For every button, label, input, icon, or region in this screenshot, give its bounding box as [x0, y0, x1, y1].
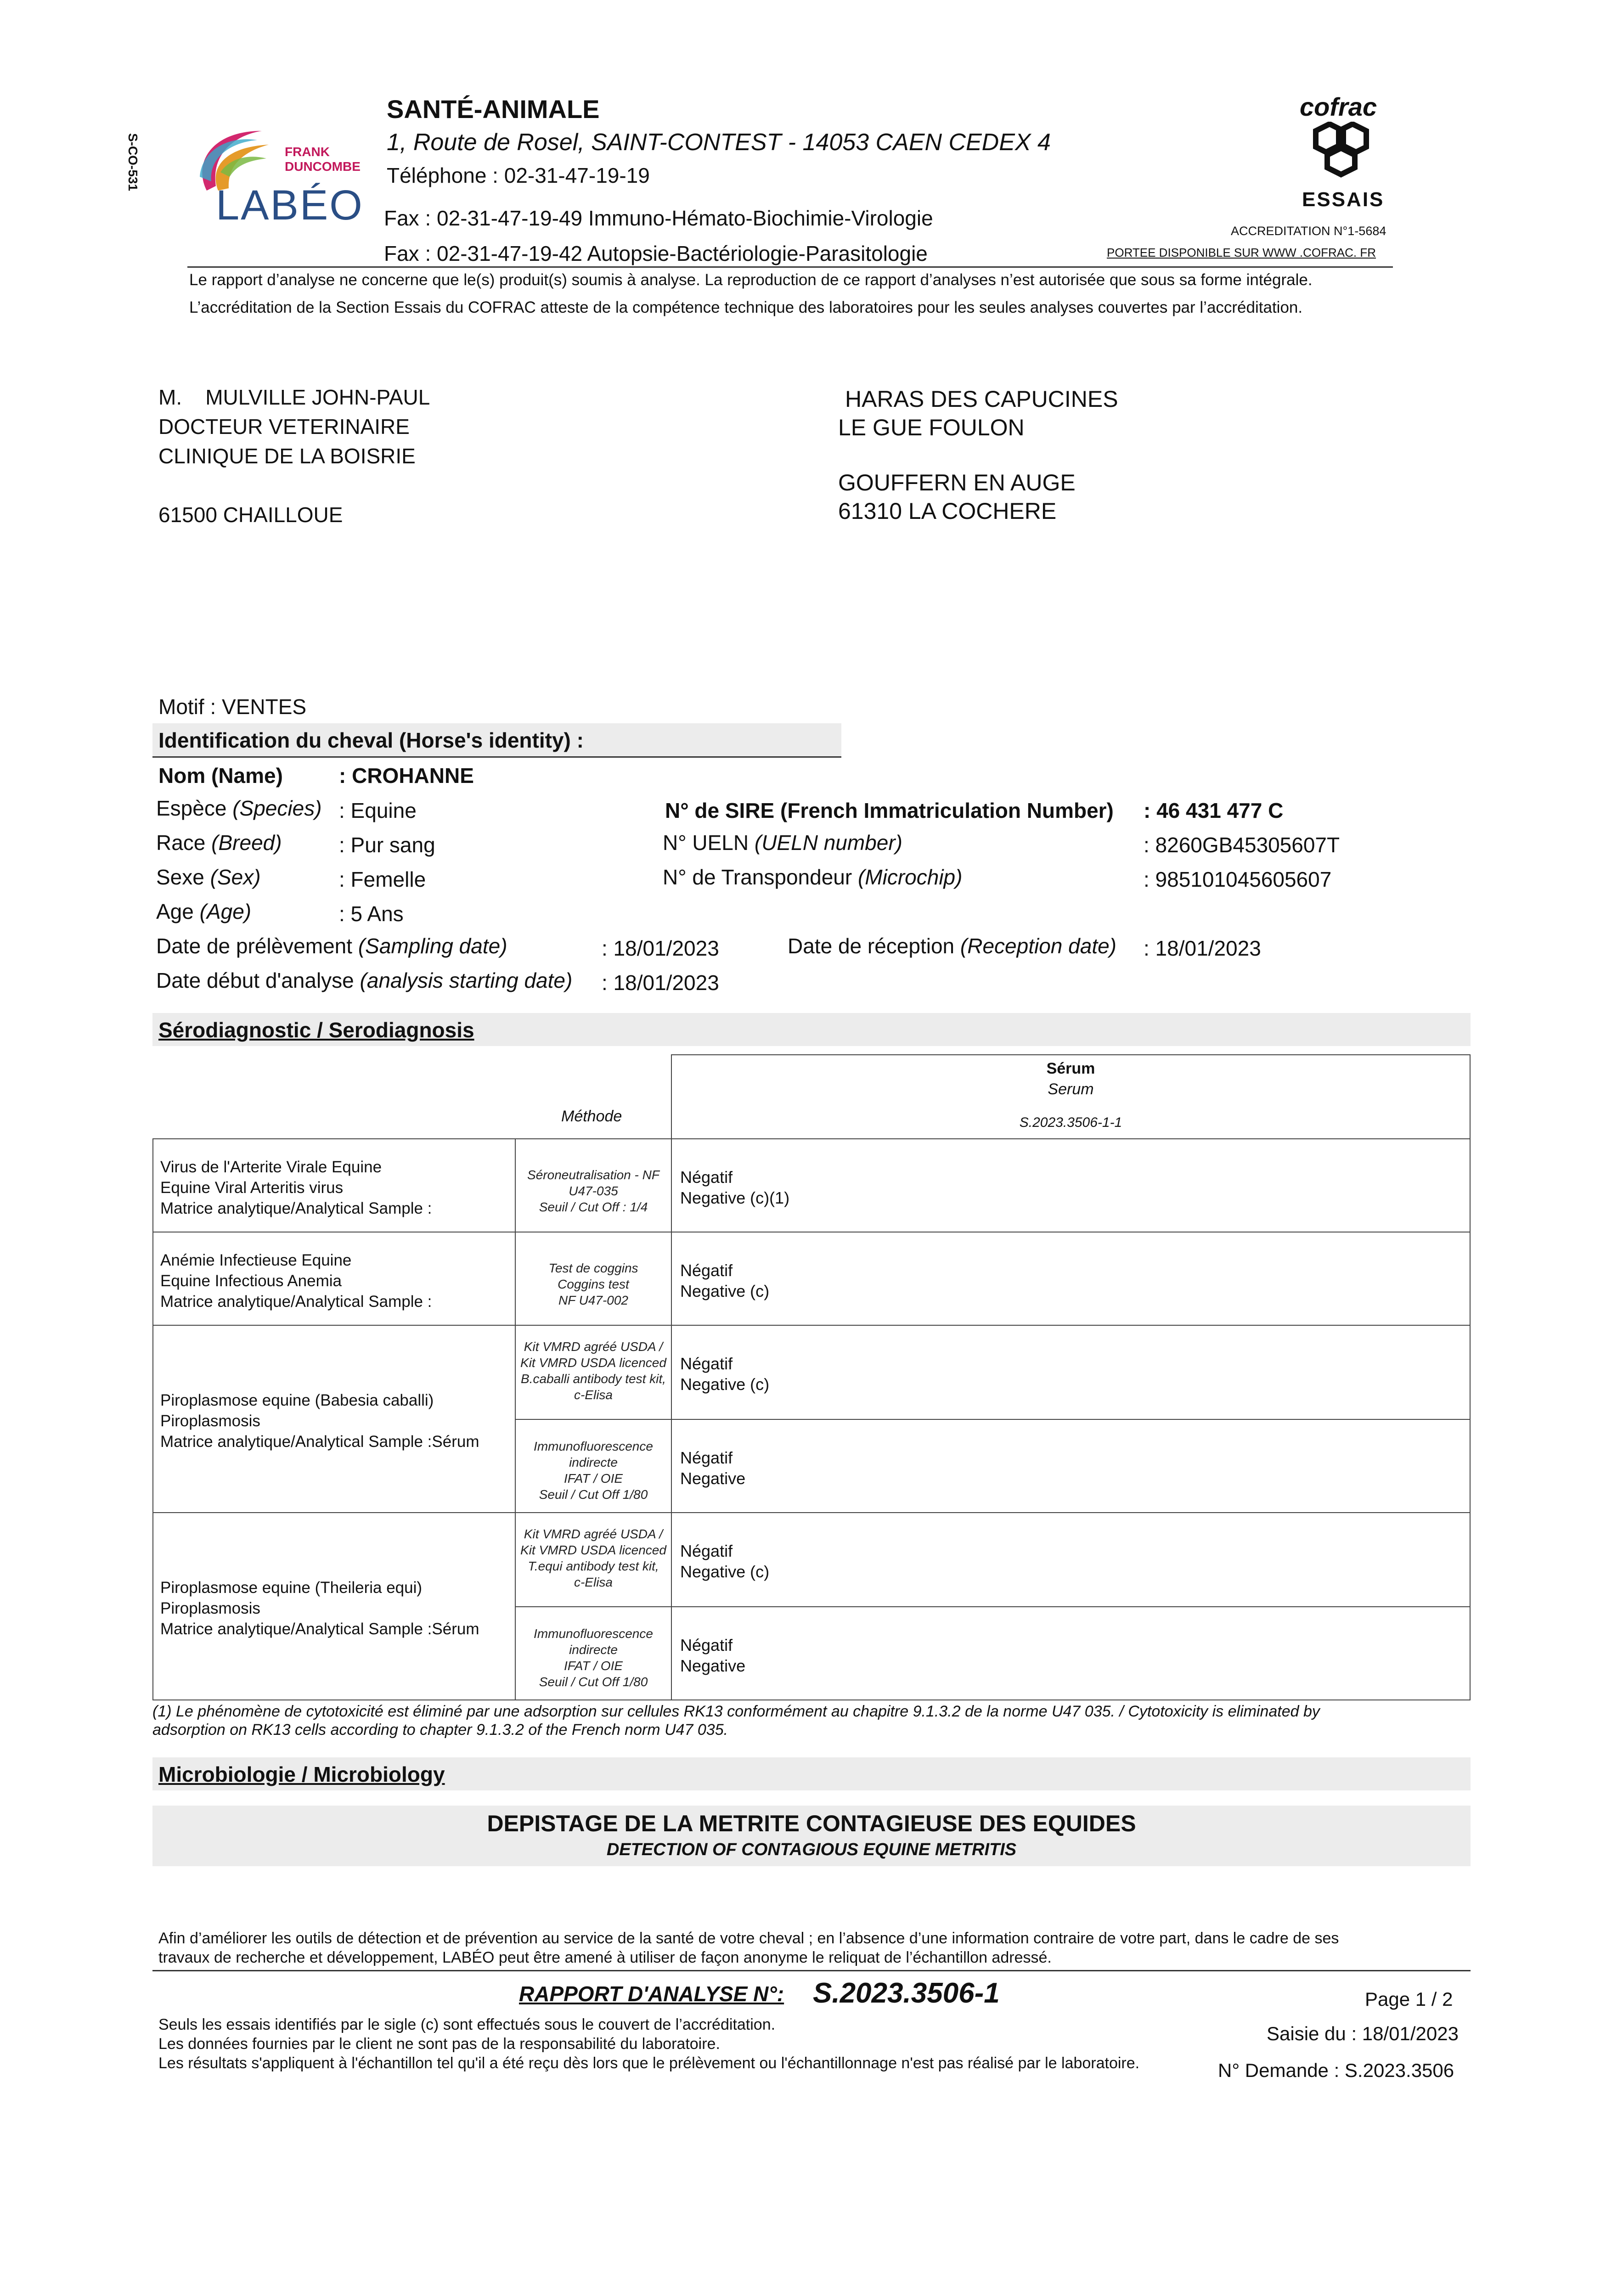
disclaimer-2: L’accréditation de la Section Essais du COFRAC atteste de la compétence technique des laboratoires pour les seules analyses couvertes par l’accréditation.	[189, 298, 1303, 316]
row-3a-result-1: Négatif	[680, 1354, 733, 1373]
reception-value: : 18/01/2023	[1144, 936, 1261, 960]
row-4a-method-3: T.equi antibody test kit,	[528, 1559, 659, 1573]
recipient-line-2: DOCTEUR VETERINAIRE	[158, 415, 410, 439]
sero-footnote-1: (1) Le phénomène de cytotoxicité est éliminé par une adsorption sur cellules RK13 conformément au chapitre 9.1.3.2 de la norme U47 035. / Cytotoxicity is eliminated by	[152, 1703, 1320, 1720]
row-1-method-3: Seuil / Cut Off : 1/4	[539, 1200, 648, 1214]
cem-title: DEPISTAGE DE LA METRITE CONTAGIEUSE DES EQUIDES	[487, 1811, 1136, 1836]
row-3b-method-1: Immunofluorescence	[534, 1439, 653, 1453]
row-3a-result-cell	[671, 1325, 1471, 1420]
labeo-logo	[193, 122, 377, 227]
cofrac-portee: PORTEE DISPONIBLE SUR WWW .COFRAC. FR	[1107, 246, 1376, 259]
saisie-date: Saisie du : 18/01/2023	[1267, 2023, 1459, 2044]
row-4b-method-2: indirecte	[569, 1643, 618, 1657]
motif: Motif : VENTES	[158, 695, 307, 719]
notice-2: travaux de recherche et développement, LABÉO peut être amené à utiliser de façon anonyme le reliquat de l’échantillon adressé.	[158, 1949, 1052, 1966]
cofrac-emblem-icon	[1302, 122, 1380, 186]
row-2-name-3: Matrice analytique/Analytical Sample :	[160, 1293, 432, 1311]
recipient-line-1: M. MULVILLE JOHN-PAUL	[158, 385, 430, 409]
row-4a-result-2: Negative (c)	[680, 1562, 770, 1581]
transponder-label: N° de Transpondeur (Microchip)	[663, 865, 963, 889]
age-label: Age (Age)	[156, 900, 252, 923]
row-3b-method-cell	[515, 1419, 672, 1513]
recipient-line-4: 61500 CHAILLOUE	[158, 503, 343, 527]
row-2-method-3: NF U47-002	[558, 1293, 628, 1307]
page-number: Page 1 / 2	[1365, 1988, 1453, 2010]
sex-label: Sexe (Sex)	[156, 865, 261, 889]
labeo-wordmark: LABÉO	[216, 182, 364, 229]
row-4b-method-cell	[515, 1606, 672, 1700]
row-1-name-3: Matrice analytique/Analytical Sample :	[160, 1199, 432, 1217]
owner-line-1: HARAS DES CAPUCINES	[845, 386, 1118, 412]
row-3b-method-2: indirecte	[569, 1455, 618, 1469]
sex-value: : Femelle	[339, 867, 426, 891]
row-4b-result-2: Negative	[680, 1656, 746, 1675]
cofrac-accreditation: ACCREDITATION N°1-5684	[1231, 224, 1386, 238]
col-sample-header: Sérum	[1046, 1060, 1095, 1077]
row-2-result-cell	[671, 1232, 1471, 1326]
lab-phone: Téléphone : 02-31-47-19-19	[387, 163, 650, 187]
row-4b-method-3: IFAT / OIE	[564, 1659, 623, 1673]
row-1-name-1: Virus de l'Arterite Virale Equine	[160, 1158, 382, 1176]
demande-number: N° Demande : S.2023.3506	[1218, 2060, 1454, 2081]
sampling-value: : 18/01/2023	[602, 936, 719, 960]
owner-line-2: LE GUE FOULON	[838, 415, 1025, 440]
transponder-value: : 985101045605607	[1144, 867, 1332, 891]
row-4a-method-2: Kit VMRD USDA licenced	[520, 1543, 666, 1557]
footer-rule	[152, 1970, 1471, 1971]
species-value: : Equine	[339, 799, 417, 822]
cofrac-essais: ESSAIS	[1302, 188, 1385, 211]
lab-address: 1, Route de Rosel, SAINT-CONTEST - 14053 CAEN CEDEX 4	[387, 129, 1051, 156]
row-2-result-1: Négatif	[680, 1261, 733, 1280]
row-3a-method-2: Kit VMRD USDA licenced	[520, 1356, 666, 1370]
analysis-start-value: : 18/01/2023	[602, 971, 719, 995]
row-3-name-2: Piroplasmosis	[160, 1412, 260, 1430]
analysis-start-label: Date début d'analyse (analysis starting date)	[156, 968, 573, 992]
lab-fax-2: Fax : 02-31-47-19-42 Autopsie-Bactériologie-Parasitologie	[384, 242, 928, 265]
row-4b-method-4: Seuil / Cut Off 1/80	[539, 1675, 648, 1689]
micro-heading: Microbiologie / Microbiology	[158, 1762, 445, 1786]
report-number: S.2023.3506-1	[813, 1977, 1000, 2009]
row-3a-method-3: B.caballi antibody test kit,	[521, 1372, 666, 1386]
row-4a-method-cell	[515, 1512, 672, 1607]
row-3-name-cell	[152, 1325, 516, 1513]
cofrac-name: cofrac	[1300, 92, 1377, 121]
row-3-name-1: Piroplasmose equine (Babesia caballi)	[160, 1391, 434, 1409]
reception-label: Date de réception (Reception date)	[788, 934, 1117, 958]
header-rule	[187, 266, 1393, 268]
row-3-name-3: Matrice analytique/Analytical Sample :Sérum	[160, 1433, 479, 1451]
row-1-result-cell	[671, 1138, 1471, 1232]
footer-note-3: Les résultats s'appliquent à l'échantillon tel qu'il a été reçu dès lors que le prélèvement ou l'échantillonnage n'est pas réalisé par le laboratoire.	[158, 2054, 1140, 2072]
row-4a-method-4: c-Elisa	[574, 1575, 613, 1589]
row-4-name-cell	[152, 1512, 516, 1700]
row-1-method-cell	[515, 1138, 672, 1232]
row-4-name-2: Piroplasmosis	[160, 1599, 260, 1617]
row-4a-result-cell	[671, 1512, 1471, 1607]
footer-note-1: Seuls les essais identifiés par le sigle (c) sont effectués sous le couvert de l’accréditation.	[158, 2016, 776, 2033]
name-label: Nom (Name)	[158, 764, 283, 788]
row-4-name-3: Matrice analytique/Analytical Sample :Sérum	[160, 1620, 479, 1638]
report-label: RAPPORT D'ANALYSE N°:	[519, 1982, 784, 2006]
row-1-name-cell	[152, 1138, 516, 1232]
row-2-name-cell	[152, 1232, 516, 1326]
row-2-name-1: Anémie Infectieuse Equine	[160, 1251, 352, 1269]
row-2-name-2: Equine Infectious Anemia	[160, 1272, 342, 1290]
row-1-result-1: Négatif	[680, 1168, 733, 1187]
row-4b-result-cell	[671, 1606, 1471, 1700]
row-2-method-cell	[515, 1232, 672, 1326]
species-label: Espèce (Species)	[156, 796, 322, 820]
disclaimer-1: Le rapport d’analyse ne concerne que le(s) produit(s) soumis à analyse. La reproduction de ce rapport d’analyses n’est autorisée que sous sa forme intégrale.	[189, 271, 1313, 289]
footer-note-2: Les données fournies par le client ne sont pas de la responsabilité du laboratoire.	[158, 2035, 720, 2053]
col-method-header: Méthode	[561, 1108, 622, 1125]
row-1-method-1: Séroneutralisation - NF	[527, 1168, 659, 1182]
recipient-line-3: CLINIQUE DE LA BOISRIE	[158, 444, 416, 468]
name-value: : CROHANNE	[339, 764, 474, 788]
row-4b-method-1: Immunofluorescence	[534, 1626, 653, 1641]
sampling-label: Date de prélèvement (Sampling date)	[156, 934, 507, 958]
row-3a-method-4: c-Elisa	[574, 1388, 613, 1402]
identity-heading: Identification du cheval (Horse's identity) :	[158, 728, 584, 752]
cem-subtitle: DETECTION OF CONTAGIOUS EQUINE METRITIS	[606, 1840, 1017, 1859]
sire-label: N° de SIRE (French Immatriculation Number)	[665, 799, 1114, 822]
lab-title: SANTÉ-ANIMALE	[387, 95, 600, 124]
row-4a-method-1: Kit VMRD agréé USDA /	[524, 1527, 663, 1541]
sample-header-cell	[671, 1054, 1471, 1138]
row-4a-result-1: Négatif	[680, 1542, 733, 1560]
row-2-result-2: Negative (c)	[680, 1282, 770, 1300]
cofrac-logo	[1300, 92, 1385, 216]
row-3a-result-2: Negative (c)	[680, 1375, 770, 1394]
breed-value: : Pur sang	[339, 833, 435, 857]
sero-footnote-2: adsorption on RK13 cells according to chapter 9.1.3.2 of the French norm U47 035.	[152, 1721, 728, 1739]
labeo-frank: FRANK	[285, 145, 330, 159]
ueln-label: N° UELN (UELN number)	[663, 831, 902, 855]
labeo-duncombe: DUNCOMBE	[285, 159, 361, 174]
row-1-name-2: Equine Viral Arteritis virus	[160, 1179, 344, 1197]
row-3b-result-cell	[671, 1419, 1471, 1513]
lab-fax-1: Fax : 02-31-47-19-49 Immuno-Hémato-Biochimie-Virologie	[384, 206, 933, 230]
row-2-method-2: Coggins test	[558, 1277, 629, 1291]
row-4b-result-1: Négatif	[680, 1636, 733, 1654]
sero-heading: Sérodiagnostic / Serodiagnosis	[158, 1018, 474, 1042]
row-1-method-2: U47-035	[569, 1184, 618, 1198]
breed-label: Race (Breed)	[156, 831, 282, 855]
owner-line-4: 61310 LA COCHERE	[838, 498, 1057, 524]
col-sample-header-en: Serum	[1048, 1080, 1094, 1098]
row-3a-method-cell	[515, 1325, 672, 1420]
row-1-result-2: Negative (c)(1)	[680, 1188, 790, 1207]
row-3b-result-2: Negative	[680, 1469, 746, 1488]
cem-box	[152, 1806, 1471, 1866]
col-sample-ref: S.2023.3506-1-1	[1019, 1115, 1122, 1130]
row-2-method-1: Test de coggins	[548, 1261, 638, 1275]
age-value: : 5 Ans	[339, 902, 404, 926]
sire-value: : 46 431 477 C	[1144, 799, 1284, 822]
row-3a-method-1: Kit VMRD agréé USDA /	[524, 1339, 663, 1354]
ueln-value: : 8260GB45305607T	[1144, 833, 1340, 857]
owner-line-3: GOUFFERN EN AUGE	[838, 470, 1076, 495]
row-3b-method-3: IFAT / OIE	[564, 1471, 623, 1486]
notice-1: Afin d’améliorer les outils de détection et de prévention au service de la santé de votre cheval ; en l’absence d’une information contraire de votre part, dans le cadre de ses	[158, 1930, 1339, 1947]
row-3b-method-4: Seuil / Cut Off 1/80	[539, 1487, 648, 1502]
row-3b-result-1: Négatif	[680, 1448, 733, 1467]
row-4-name-1: Piroplasmose equine (Theileria equi)	[160, 1579, 423, 1597]
side-code: S-CO-531	[126, 133, 140, 191]
